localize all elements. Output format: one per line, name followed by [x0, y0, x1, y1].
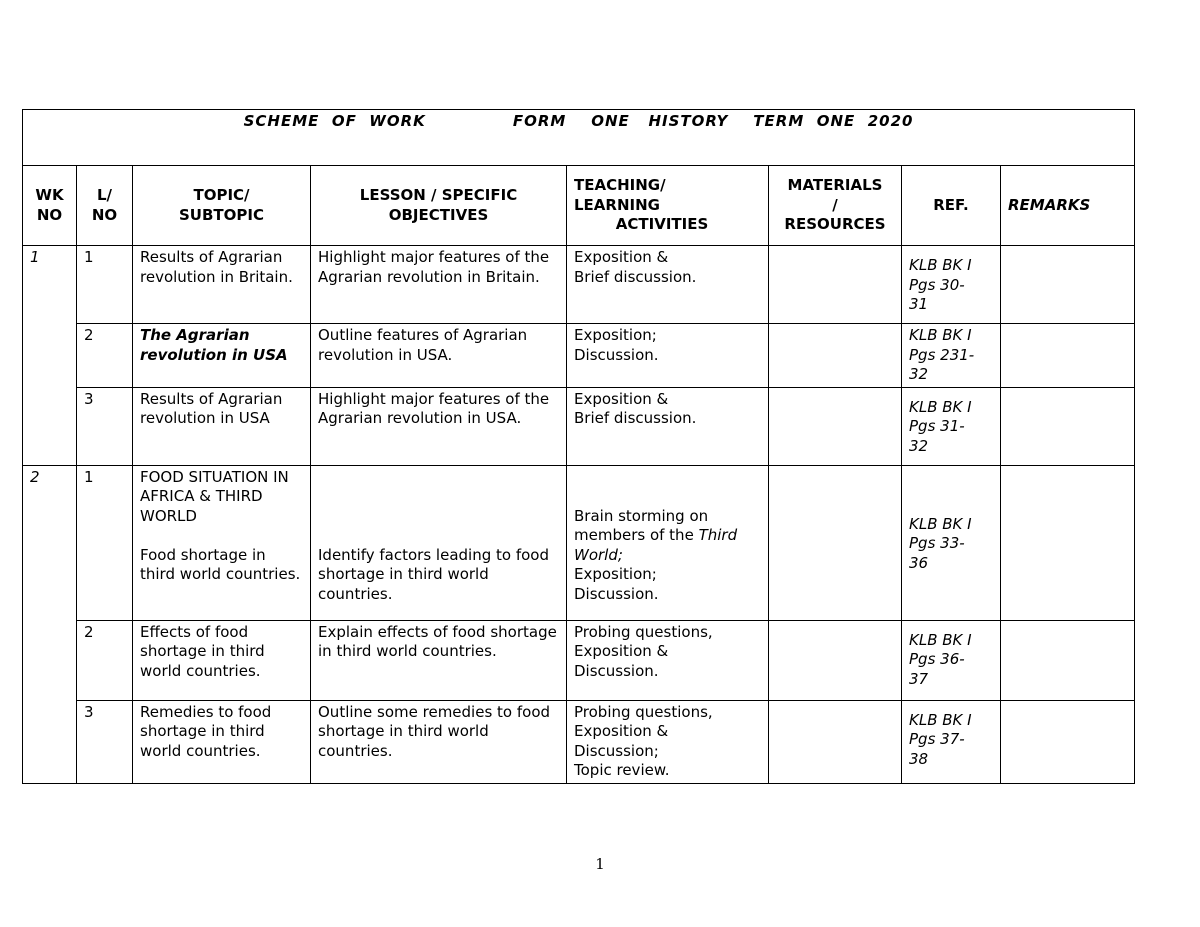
- ref-cell: KLB BK I Pgs 33- 36: [902, 465, 1001, 620]
- ref-cell: KLB BK I Pgs 30- 31: [902, 246, 1001, 324]
- header-remarks: REMARKS: [1001, 166, 1135, 246]
- header-activities: TEACHING/ LEARNING ACTIVITIES: [567, 166, 769, 246]
- materials-cell: [769, 700, 902, 783]
- activities-cell: Probing questions, Exposition & Discussion; Topic review.: [567, 700, 769, 783]
- document-title: SCHEME OF WORK FORM ONE HISTORY TERM ONE 2020: [23, 110, 1135, 166]
- topic-subtopic: Food shortage in third world countries.: [140, 545, 301, 583]
- topic-cell: Results of Agrarian revolution in Britain.: [133, 246, 311, 324]
- materials-cell: [769, 465, 902, 620]
- activities-cell: Exposition & Brief discussion.: [567, 387, 769, 465]
- ref-cell: KLB BK I Pgs 231- 32: [902, 324, 1001, 388]
- lesson-number: 2: [77, 324, 133, 388]
- activities-text: Brain storming on members of the: [574, 506, 709, 544]
- lesson-number: 3: [77, 700, 133, 783]
- header-ref: REF.: [902, 166, 1001, 246]
- header-materials: MATERIALS / RESOURCES: [769, 166, 902, 246]
- remarks-cell: [1001, 246, 1135, 324]
- ref-cell: KLB BK I Pgs 37- 38: [902, 700, 1001, 783]
- objective-cell: Outline some remedies to food shortage in third world countries.: [311, 700, 567, 783]
- objective-cell: Highlight major features of the Agrarian revolution in USA.: [311, 387, 567, 465]
- header-topic: TOPIC/ SUBTOPIC: [133, 166, 311, 246]
- header-row: [23, 166, 1135, 246]
- objective-cell: Outline features of Agrarian revolution in USA.: [311, 324, 567, 388]
- objective-cell: Identify factors leading to food shortage in third world countries.: [311, 465, 567, 620]
- table-row: [23, 387, 1135, 465]
- topic-cell: Effects of food shortage in third world countries.: [133, 620, 311, 700]
- remarks-cell: [1001, 324, 1135, 388]
- activities-cell: Probing questions, Exposition & Discussion.: [567, 620, 769, 700]
- table-row: [23, 700, 1135, 783]
- topic-heading: FOOD SITUATION IN AFRICA & THIRD WORLD: [140, 467, 289, 525]
- table-row: [23, 465, 1135, 620]
- objective-cell: Explain effects of food shortage in third world countries.: [311, 620, 567, 700]
- lesson-number: 1: [77, 246, 133, 324]
- topic-cell: [133, 465, 311, 620]
- page-number: 1: [595, 855, 605, 873]
- remarks-cell: [1001, 700, 1135, 783]
- table-row: [23, 246, 1135, 324]
- remarks-cell: [1001, 620, 1135, 700]
- topic-cell: The Agrarian revolution in USA: [133, 324, 311, 388]
- header-wk-no: WK NO: [23, 166, 77, 246]
- activities-text-2: Exposition; Discussion.: [574, 565, 659, 603]
- lesson-number: 2: [77, 620, 133, 700]
- table-row: [23, 620, 1135, 700]
- materials-cell: [769, 387, 902, 465]
- week-number: 2: [23, 465, 77, 783]
- materials-cell: [769, 246, 902, 324]
- remarks-cell: [1001, 465, 1135, 620]
- lesson-number: 1: [77, 465, 133, 620]
- scheme-of-work-table: [22, 109, 1135, 784]
- topic-cell: Remedies to food shortage in third world countries.: [133, 700, 311, 783]
- materials-cell: [769, 620, 902, 700]
- topic-cell: Results of Agrarian revolution in USA: [133, 387, 311, 465]
- header-lesson-no: L/ NO: [77, 166, 133, 246]
- lesson-number: 3: [77, 387, 133, 465]
- week-number: 1: [23, 246, 77, 466]
- activities-cell: [567, 465, 769, 620]
- activities-italic-text: Third World;: [574, 526, 738, 564]
- table-row: [23, 324, 1135, 388]
- ref-cell: KLB BK I Pgs 36- 37: [902, 620, 1001, 700]
- materials-cell: [769, 324, 902, 388]
- remarks-cell: [1001, 387, 1135, 465]
- ref-cell: KLB BK I Pgs 31- 32: [902, 387, 1001, 465]
- header-objectives: LESSON / SPECIFIC OBJECTIVES: [311, 166, 567, 246]
- objective-cell: Highlight major features of the Agrarian revolution in Britain.: [311, 246, 567, 324]
- activities-cell: Exposition; Discussion.: [567, 324, 769, 388]
- activities-cell: Exposition & Brief discussion.: [567, 246, 769, 324]
